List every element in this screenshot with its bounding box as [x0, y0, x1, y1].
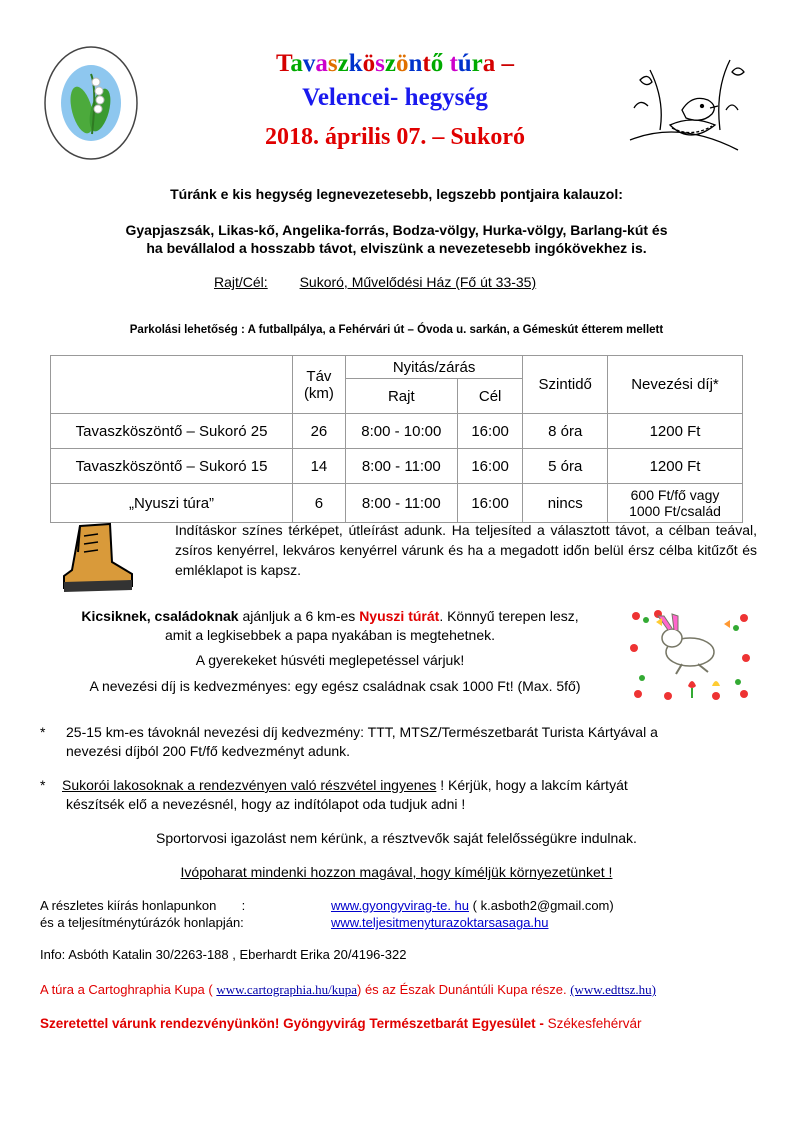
table-row	[51, 449, 743, 484]
title-letter: ú	[457, 50, 472, 77]
route-km: 6	[293, 484, 346, 523]
route-finish: 16:00	[457, 484, 523, 523]
title-letter: z	[337, 50, 349, 77]
start-label: Rajt/Cél:	[214, 274, 268, 290]
title-letter: r	[471, 50, 483, 77]
note-1-line-1: 25-15 km-es távoknál nevezési díj kedvezmény: TTT, MTSZ/Természetbarát Turista Kártyával a	[66, 724, 658, 740]
header-fee: Nevezési díj*	[608, 356, 743, 414]
route-finish: 16:00	[457, 414, 523, 449]
club-logo	[42, 44, 140, 162]
note-1-mark: *	[40, 724, 46, 740]
event-date: 2018. április 07. – Sukoró	[264, 124, 526, 150]
title-letter: v	[302, 50, 316, 77]
kids-line-4: A nevezési díj is kedvezményes: egy egész családnak csak 1000 Ft! (Max. 5fő)	[89, 678, 581, 694]
start-line	[214, 274, 536, 290]
easter-bunny-illustration	[628, 608, 752, 704]
route-fee: 1200 Ft	[608, 449, 743, 484]
cartographia-link[interactable]: www.cartographia.hu/kupa	[216, 982, 358, 997]
title-letter: k	[348, 50, 363, 77]
route-name: Tavaszköszöntő – Sukoró 25	[51, 414, 293, 449]
kids-line-2: amit a legkisebbek a papa nyakában is megtehetnek.	[165, 627, 495, 643]
title-letter: a	[315, 50, 328, 77]
header-finish: Cél	[457, 379, 523, 414]
links-label-1: A részletes kiírás honlapunkon :	[40, 898, 246, 913]
route-km: 26	[293, 414, 346, 449]
title-letter: n	[408, 50, 423, 77]
tt-website-link[interactable]: www.teljesitmenyturazoktarsasaga.hu	[331, 915, 549, 930]
title-letter: a	[290, 50, 303, 77]
note-2-line-2: készítsék elő a nevezésnél, hogy az indítólapot oda tudjuk adni !	[66, 796, 466, 812]
route-time: nincs	[523, 484, 608, 523]
header-start: Rajt	[345, 379, 457, 414]
note-2-line-1: Sukorói lakosoknak a rendezvényen való részvétel ingyenes ! Kérjük, hogy a lakcím kártyát	[62, 777, 628, 793]
sport-note: Sportorvosi igazolást nem kérünk, a résztvevők saját felelősségükre indulnak.	[156, 830, 637, 846]
title-letter: t	[422, 50, 431, 77]
title-letter: ö	[362, 50, 376, 77]
note-2-mark: *	[40, 777, 46, 793]
title-letter: z	[384, 50, 396, 77]
links-label-2: és a teljesítménytúrázók honlapján:	[40, 915, 244, 930]
footer-line: Szeretettel várunk rendezvényünkön! Gyöngyvirág Természetbarát Egyesület - Székesfehérvár	[40, 1016, 642, 1031]
title-letter: ő	[430, 50, 444, 77]
route-table	[50, 355, 743, 523]
start-value: Sukoró, Művelődési Ház (Fő út 33-35)	[299, 274, 537, 290]
route-name: „Nyuszi túra”	[51, 484, 293, 523]
places-line-1: Gyapjaszsák, Likas-kő, Angelika-forrás, Bodza-völgy, Hurka-völgy, Barlang-kút és	[125, 222, 668, 238]
title-letter: t	[449, 50, 458, 77]
header-distance: Táv (km)	[293, 356, 346, 414]
kids-line-1: Kicsiknek, családoknak ajánljuk a 6 km-es Nyuszi túrát. Könnyű terepen lesz,	[81, 608, 579, 624]
links-row-1	[331, 898, 614, 913]
event-subtitle: Velencei- hegység	[302, 84, 488, 111]
route-km: 14	[293, 449, 346, 484]
route-start: 8:00 - 10:00	[345, 414, 457, 449]
website-link[interactable]: www.gyongyvirag-te. hu	[331, 898, 470, 913]
route-fee: 1200 Ft	[608, 414, 743, 449]
table-header-blank	[51, 356, 293, 414]
title-letter: –	[495, 50, 515, 77]
route-finish: 16:00	[457, 449, 523, 484]
email-text: ( k.asboth2@gmail.com)	[472, 898, 614, 913]
title-letter: s	[327, 50, 338, 77]
intro-text: Túránk e kis hegység legnevezetesebb, legszebb pontjaira kalauzol:	[170, 186, 623, 202]
note-1-line-2: nevezési díjból 200 Ft/fő kedvezményt adunk.	[66, 743, 351, 759]
title-letter: a	[482, 50, 496, 77]
boot-icon	[58, 522, 136, 594]
header-opening: Nyitás/zárás	[345, 356, 523, 379]
title-letter: T	[275, 50, 291, 77]
contact-info: Info: Asbóth Katalin 30/2263-188 , Eberhardt Erika 20/4196-322	[40, 947, 407, 962]
route-time: 8 óra	[523, 414, 608, 449]
route-start: 8:00 - 11:00	[345, 449, 457, 484]
cup-note: Ivópoharat mindenki hozzon magával, hogy kíméljük környezetünket !	[180, 864, 613, 880]
title-letter: ö	[395, 50, 409, 77]
boot-text: Indításkor színes térképet, útleírást adunk. Ha teljesíted a választott távot, a célban teával, zsíros kenyérrel, lekváros kenyérrel várunk és ha a megadott időn belül érsz célba kitűzőt és emléklapot is kapsz.	[175, 522, 757, 578]
cup-info: A túra a Cartoghraphia Kupa ( www.cartographia.hu/kupa) és az Észak Dunántúli Kupa része. (www.edttsz.hu)	[40, 982, 656, 997]
edttsz-link[interactable]: (www.edttsz.hu)	[570, 982, 656, 997]
places-line-2: ha bevállalod a hosszabb távot, elviszünk a nevezetesebb ingókövekhez is.	[146, 240, 647, 256]
table-row	[51, 414, 743, 449]
route-start: 8:00 - 11:00	[345, 484, 457, 523]
route-name: Tavaszköszöntő – Sukoró 15	[51, 449, 293, 484]
title-letter: s	[375, 50, 385, 77]
header-level-time: Szintidő	[523, 356, 608, 414]
parking-text: Parkolási lehetőség : A futballpálya, a Fehérvári út – Óvoda u. sarkán, a Gémeskút étterem mellett	[129, 324, 664, 336]
table-row	[51, 484, 743, 523]
bird-nest-illustration	[620, 50, 748, 168]
kids-line-3: A gyerekeket húsvéti meglepetéssel várjuk!	[195, 652, 465, 668]
route-time: 5 óra	[523, 449, 608, 484]
event-title	[190, 50, 600, 78]
route-fee: 600 Ft/fő vagy 1000 Ft/család	[608, 484, 743, 523]
